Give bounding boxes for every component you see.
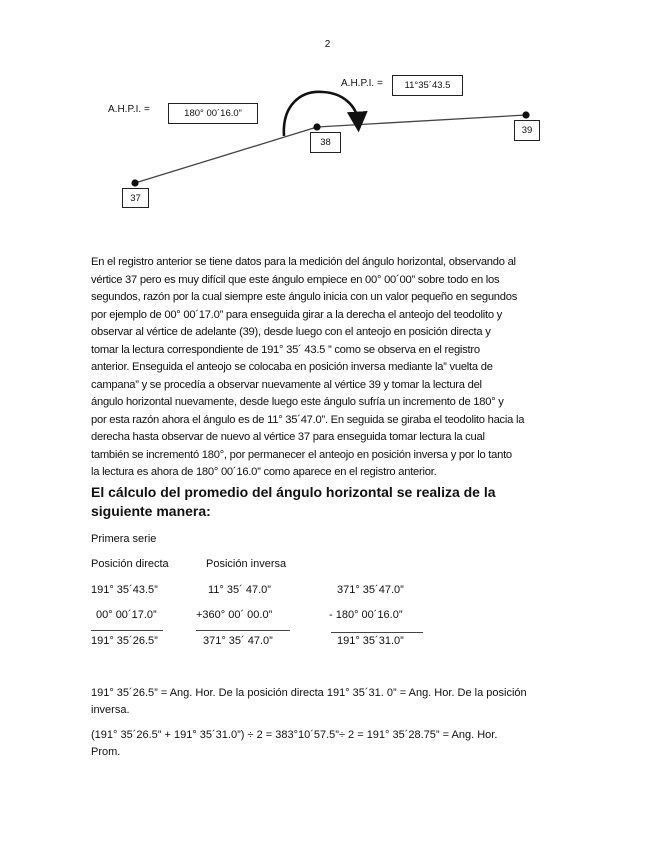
sum-rule-inverse (196, 630, 290, 631)
paragraph-line: observar al vértice de adelante (39), desde luego con el anteojo en posición directa y (91, 326, 491, 338)
direct-result: 191° 35´26.5” (91, 635, 158, 647)
paragraph-line: ángulo horizontal nuevamente, desde luego este ángulo sufría un incremento de 180° y (91, 396, 504, 408)
ahpi-right-label: A.H.P.I. = (341, 78, 383, 89)
col-inverse-header: Posición inversa (206, 558, 287, 570)
traverse-diagram (0, 0, 655, 230)
inverse-result: 371° 35´ 47.0” (203, 635, 273, 647)
result-line-2: inversa. (91, 704, 130, 716)
ahpi-right-value: 11°35´43.5 (404, 80, 451, 91)
paragraph-line: por ejemplo de 00° 00´17.0” para enseguida girar a la derecha el anteojo del teodolito y (91, 308, 502, 321)
paragraph-line: también se incrementó 180°, por permanecer el anteojo en posición inversa y por lo tanto (91, 448, 512, 461)
vertex-label-38-text: 38 (320, 137, 331, 148)
inverse-value-1: 11° 35´ 47.0” (208, 584, 271, 596)
traverse-line-38-39 (317, 115, 526, 127)
vertex-label-38 (310, 132, 341, 153)
paragraph-line: tomar la lectura correspondiente de 191° 35´ 43.5 ” como se observa en el registro (91, 343, 480, 356)
sum-rule-third (331, 632, 423, 633)
paragraph-line: la lectura es ahora de 180° 00´16.0” como aparece en el registro anterior. (91, 466, 437, 478)
paragraph-line: anterior. Enseguida el anteojo se colocaba en posición inversa mediante la” vuelta de (91, 361, 493, 373)
page-number: 2 (324, 39, 331, 50)
angle-arc-arrow (284, 92, 358, 136)
vertex-39-point (522, 111, 529, 118)
result-line-1: 191° 35´26.5” = Ang. Hor. De la posición directa 191° 35´31. 0” = Ang. Hor. De la posición (91, 687, 527, 699)
vertex-38-point (313, 123, 320, 130)
third-value-2: - 180° 00´16.0” (329, 609, 403, 621)
paragraph-line: segundos, razón por la cual siempre este ángulo inicia con un valor pequeño en segundos (91, 291, 518, 303)
col-direct-header: Posición directa (91, 558, 169, 570)
inverse-value-2: +360° 00´ 00.0” (196, 609, 273, 621)
vertex-label-39 (514, 120, 540, 141)
serie-label: Primera serie (91, 533, 157, 545)
result-line-4: Prom. (91, 746, 121, 758)
ahpi-left-label: A.H.P.I. = (108, 104, 150, 115)
paragraph-line: campana” y se procedía a observar nuevamente al vértice 39 y tomar la lectura del (91, 378, 482, 391)
traverse-line-37-38 (135, 127, 317, 183)
direct-value-1: 191° 35´43.5” (91, 584, 158, 596)
ahpi-left-value: 180° 00´16.0” (184, 108, 242, 119)
paragraph-line: En el registro anterior se tiene datos para la medición del ángulo horizontal, observando al (91, 256, 516, 268)
paragraph-line: por esta razón ahora el ángulo es de 11° 35´47.0”. En seguida se giraba el teodolito hacia la (91, 413, 525, 426)
direct-value-2: 00° 00´17.0” (96, 609, 157, 621)
vertex-label-37-text: 37 (130, 192, 141, 204)
paragraph-line: derecha hasta observar de nuevo al vértice 37 para enseguida tomar lectura la cual (91, 431, 485, 443)
vertex-37-point (131, 179, 138, 186)
third-value-1: 371° 35´47.0” (337, 584, 404, 596)
result-line-3: (191° 35´26.5” + 191° 35´31.0”) ÷ 2 = 383°10´57.5”÷ 2 = 191° 35´28.75” = Ang. Hor. (91, 729, 498, 741)
vertex-label-37 (122, 188, 149, 208)
third-result: 191° 35´31.0” (337, 635, 404, 647)
body-paragraph (91, 254, 573, 482)
ahpi-left-value-box (168, 103, 258, 124)
section-heading: El cálculo del promedio del ángulo horizontal se realiza de la siguiente manera: (91, 484, 496, 519)
sum-rule-direct (91, 630, 163, 631)
vertex-label-39-text: 39 (521, 125, 533, 136)
paragraph-line: vértice 37 pero es muy difícil que este ángulo empiece en 00° 00´00” sobre todo en los (91, 273, 500, 286)
ahpi-right-value-box (392, 75, 463, 96)
